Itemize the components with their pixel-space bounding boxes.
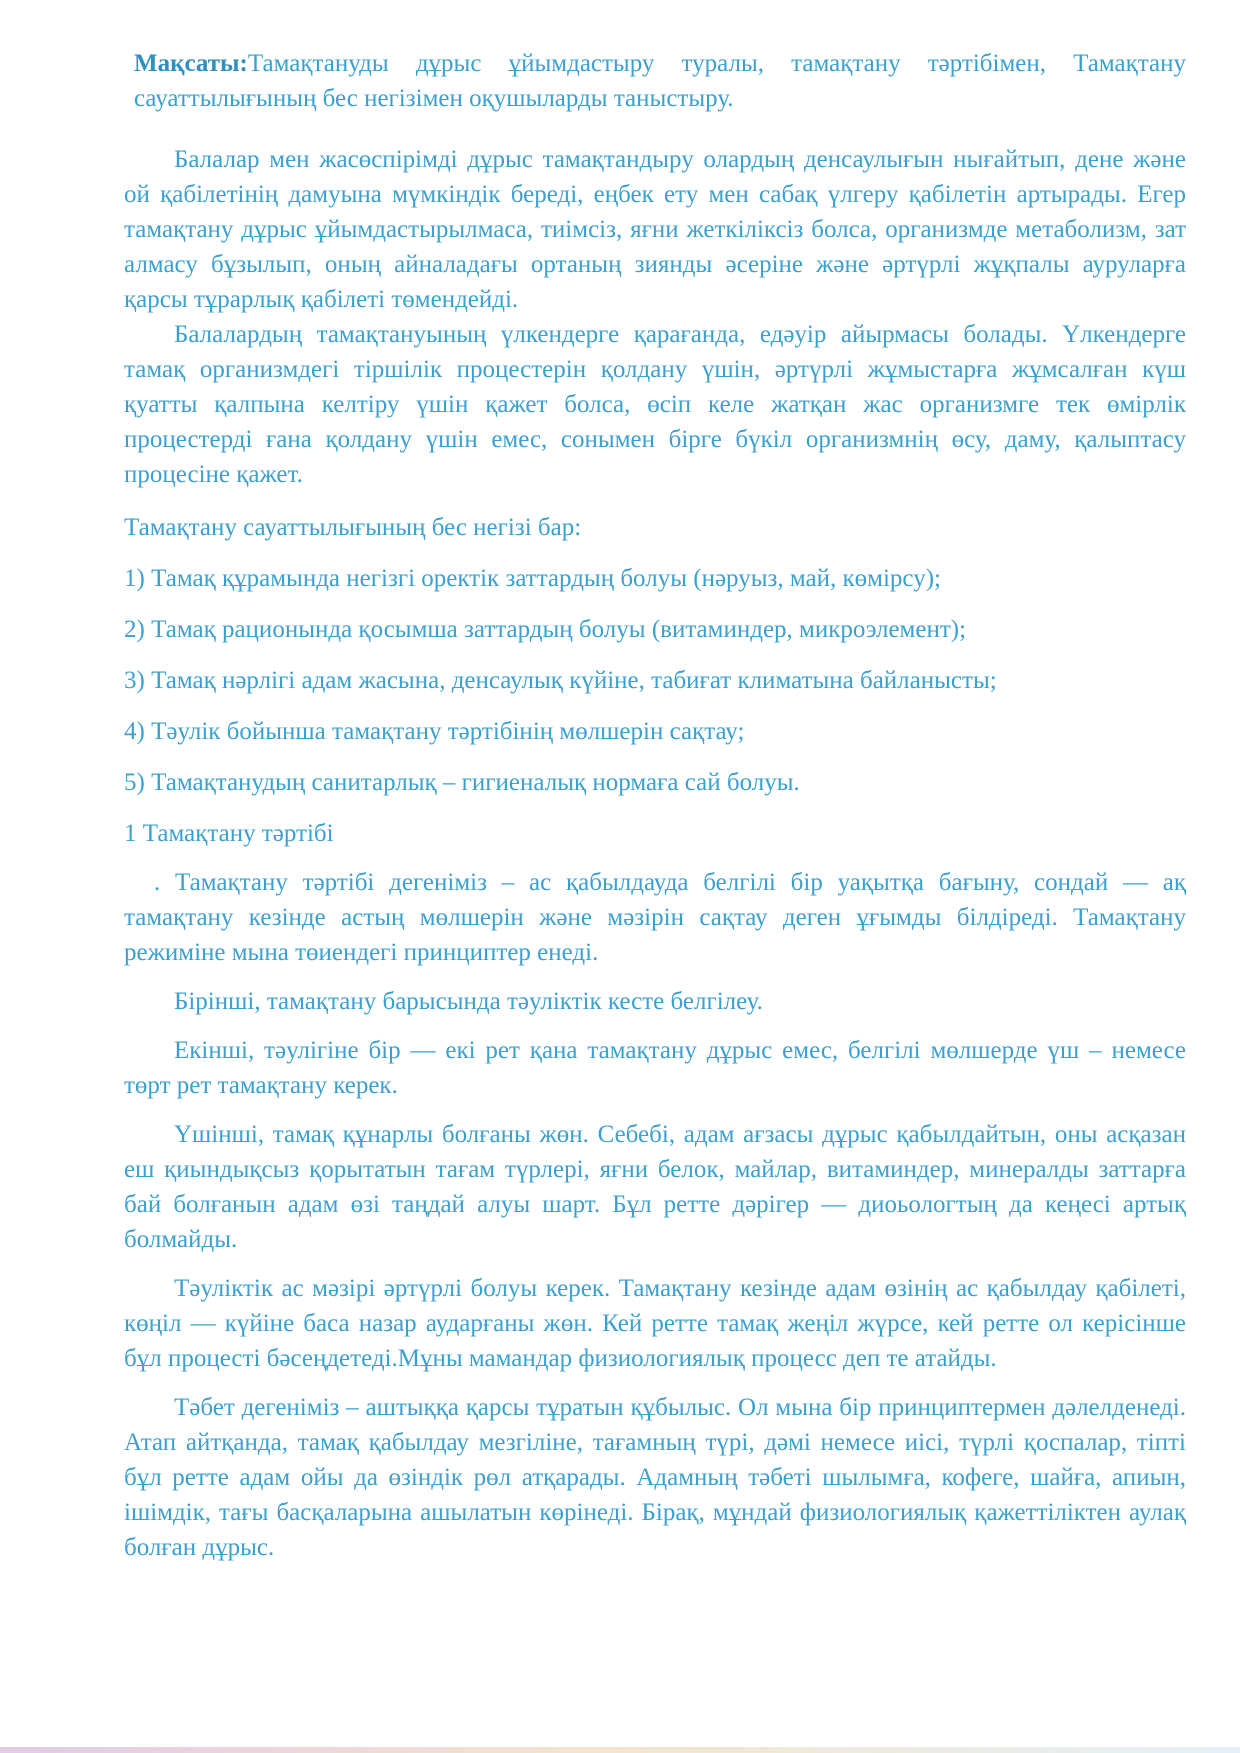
- goal-label: Мақсаты:: [134, 50, 248, 77]
- principle-third: Үшінші, тамақ құнарлы болғаны жөн. Себебі, адам ағзасы дұрыс қабылдайтын, оны асқазан еш қиындықсыз қорытатын тағам түрлері, яғни белок, майлар, витаминдер, минералды заттарға бай болғанын адам өзі таңдай алуы шарт. Бұл ретте дәрігер — диоьологтың да кеңесі артық болмайды.: [124, 1121, 1186, 1253]
- goal-paragraph: [134, 46, 1186, 116]
- list-item: 1) Тамақ құрамында негізгі оректік заттардың болуы (нәруыз, май, көмірсу);: [124, 565, 941, 592]
- intro-paragraph-1: Балалар мен жасөспірімді дұрыс тамақтандыру олардың денсаулығын нығайтып, дене және ой қабілетінің дамуына мүмкіндік береді, еңбек ету мен сабақ үлгеру қабілетін артырады. Егер тамақтану дұрыс ұйымдастырылмаса, тиімсіз, яғни жеткіліксіз болса, организмде метаболизм, зат алмасу бұзылып, оның айналадағы ортаның зиянды әсеріне және әртүрлі жұқпалы ауруларға қарсы тұрарлық қабілеті төмендейді.: [124, 146, 1186, 313]
- intro-paragraph-2: Балалардың тамақтануының үлкендерге қарағанда, едәуір айырмасы болады. Үлкендерге тамақ организмдегі тіршілік процестерін қолдану үшін, әртүрлі жұмыстарға жұмсалған күш қуатты қалпына келтіру үшін қажет болса, өсіп келе жатқан жас организмге тек өмірлік процестерді ғана қолдану үшін емес, сонымен бірге бүкіл организмнің өсу, даму, қалыптасу процесіне қажет.: [124, 321, 1186, 488]
- list-item: 2) Тамақ рационында қосымша заттардың болуы (витаминдер, микроэлемент);: [124, 616, 967, 643]
- regime-paragraph: . Тамақтану тәртібі дегеніміз – ас қабылдауда белгілі бір уақытқа бағыну, сондай — ақ тамақтану кезінде астың мөлшерін және мәзірін сақтау деген ұғымды білдіреді. Тамақтану режиміне мына төиендегі принциптер енеді.: [124, 869, 1186, 966]
- list-item: 5) Тамақтанудың санитарлық – гигиеналық нормаға сай болуы.: [124, 769, 800, 796]
- list-item: 4) Тәулік бойынша тамақтану тәртібінің мөлшерін сақтау;: [124, 718, 745, 745]
- principle-first: Бірінші, тамақтану барысында тәуліктік кесте белгілеу.: [174, 988, 763, 1015]
- document-page: [124, 46, 1186, 1565]
- appetite-paragraph: Тәбет дегеніміз – аштыққа қарсы тұратын құбылыс. Ол мына бір принциптермен дәлелденеді. Атап айтқанда, тамақ қабылдау мезгіліне, тағамның түрі, дәмі немесе иісі, түрлі қоспалар, тіпті бұл ретте адам ойы да өзіндік рөл атқарады. Адамның тәбеті шылымға, кофеге, шайға, апиын, ішімдік, тағы басқаларына ашылатын көрінеді. Бірақ, мұндай физиологиялық қажеттіліктен аулақ болған дұрыс.: [124, 1394, 1186, 1561]
- principle-second: Екінші, тәулігіне бір — екі рет қана тамақтану дұрыс емес, белгілі мөлшерде үш – немесе төрт рет тамақтану керек.: [124, 1037, 1186, 1099]
- basics-intro: Тамақтану сауаттылығының бес негізі бар:: [124, 514, 582, 541]
- list-item: 3) Тамақ нәрлігі адам жасына, денсаулық күйіне, табиғат климатына байланысты;: [124, 667, 997, 694]
- daily-menu-paragraph: Тәуліктік ас мәзірі әртүрлі болуы керек. Тамақтану кезінде адам өзінің ас қабылдау қабілеті, көңіл — күйіне баса назар аударғаны жөн. Кей ретте тамақ жеңіл жүрсе, кей ретте ол керісінше бұл процесті бәсеңдетеді.Мұны мамандар физиологиялық процесс деп те атайды.: [124, 1275, 1186, 1372]
- scan-edge: [0, 1747, 1240, 1753]
- section-heading: 1 Тамақтану тәртібі: [124, 820, 334, 847]
- goal-text: Тамақтануды дұрыс ұйымдастыру туралы, тамақтану тәртібімен, Тамақтану сауаттылығының бес негізімен оқушыларды таныстыру.: [134, 50, 1186, 112]
